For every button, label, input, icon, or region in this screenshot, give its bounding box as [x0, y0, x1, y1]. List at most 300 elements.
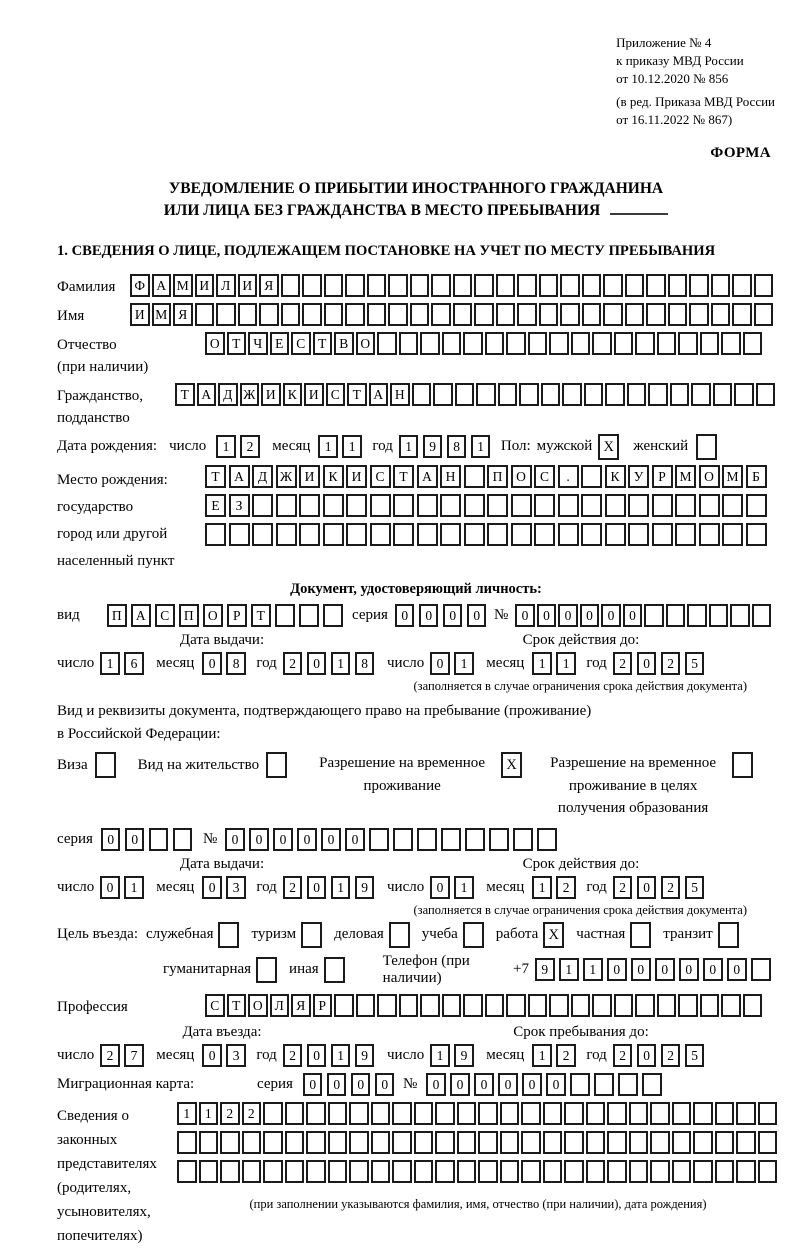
- char-box[interactable]: [652, 523, 673, 546]
- char-box[interactable]: 0: [426, 1073, 446, 1096]
- char-box[interactable]: 1: [342, 435, 362, 458]
- char-box[interactable]: [263, 1160, 283, 1183]
- char-box[interactable]: А: [369, 383, 389, 406]
- char-box[interactable]: 8: [355, 652, 375, 675]
- char-box[interactable]: 3: [226, 1044, 246, 1067]
- char-box[interactable]: [417, 828, 437, 851]
- purpose-item-private[interactable]: [576, 922, 651, 948]
- char-box[interactable]: 0: [655, 958, 675, 981]
- char-box[interactable]: [263, 1131, 283, 1154]
- char-box[interactable]: Т: [251, 604, 271, 627]
- char-box[interactable]: [199, 1160, 219, 1183]
- char-box[interactable]: 1: [430, 1044, 450, 1067]
- char-box[interactable]: [346, 494, 367, 517]
- char-box[interactable]: А: [152, 274, 172, 297]
- char-box[interactable]: [711, 274, 731, 297]
- char-box[interactable]: [417, 523, 438, 546]
- char-box[interactable]: [558, 523, 579, 546]
- char-box[interactable]: [220, 1160, 240, 1183]
- char-box[interactable]: [281, 274, 301, 297]
- char-box[interactable]: [263, 1102, 283, 1125]
- char-box[interactable]: 0: [430, 652, 450, 675]
- char-box[interactable]: [345, 274, 365, 297]
- char-box[interactable]: 0: [443, 604, 463, 627]
- residence-permit-checkbox[interactable]: [266, 752, 287, 778]
- char-box[interactable]: 0: [202, 876, 222, 899]
- char-box[interactable]: [435, 1131, 455, 1154]
- char-box[interactable]: 2: [283, 1044, 303, 1067]
- char-box[interactable]: [628, 523, 649, 546]
- char-box[interactable]: [605, 494, 626, 517]
- char-box[interactable]: [478, 1102, 498, 1125]
- char-box[interactable]: [625, 274, 645, 297]
- char-box[interactable]: [463, 332, 483, 355]
- char-box[interactable]: [603, 303, 623, 326]
- char-box[interactable]: [657, 994, 677, 1017]
- char-box[interactable]: Т: [347, 383, 367, 406]
- char-box[interactable]: [478, 1160, 498, 1183]
- char-box[interactable]: [457, 1102, 477, 1125]
- char-box[interactable]: [417, 494, 438, 517]
- char-box[interactable]: [521, 1160, 541, 1183]
- char-box[interactable]: [627, 383, 647, 406]
- char-box[interactable]: [648, 383, 668, 406]
- char-box[interactable]: 1: [532, 652, 552, 675]
- char-box[interactable]: [349, 1102, 369, 1125]
- char-box[interactable]: 1: [399, 435, 419, 458]
- char-box[interactable]: [564, 1131, 584, 1154]
- char-box[interactable]: [302, 303, 322, 326]
- char-box[interactable]: 0: [351, 1073, 371, 1096]
- char-box[interactable]: [453, 303, 473, 326]
- char-box[interactable]: 0: [727, 958, 747, 981]
- char-box[interactable]: [259, 303, 279, 326]
- char-box[interactable]: О: [511, 465, 532, 488]
- char-box[interactable]: Р: [313, 994, 333, 1017]
- char-box[interactable]: 2: [661, 652, 681, 675]
- char-box[interactable]: [498, 383, 518, 406]
- char-box[interactable]: 3: [226, 876, 246, 899]
- char-box[interactable]: [687, 604, 707, 627]
- char-box[interactable]: [435, 1160, 455, 1183]
- char-box[interactable]: [281, 303, 301, 326]
- char-box[interactable]: [564, 1160, 584, 1183]
- char-box[interactable]: [506, 994, 526, 1017]
- char-box[interactable]: [571, 332, 591, 355]
- char-box[interactable]: 2: [661, 876, 681, 899]
- char-box[interactable]: [500, 1131, 520, 1154]
- char-box[interactable]: [746, 523, 767, 546]
- char-box[interactable]: [285, 1160, 305, 1183]
- char-box[interactable]: [356, 994, 376, 1017]
- char-box[interactable]: [440, 494, 461, 517]
- sex-male-checkbox[interactable]: X: [598, 434, 619, 460]
- char-box[interactable]: [586, 1131, 606, 1154]
- char-box[interactable]: 0: [537, 604, 557, 627]
- char-box[interactable]: [581, 523, 602, 546]
- purpose-item-transit[interactable]: [663, 922, 738, 948]
- char-box[interactable]: [562, 383, 582, 406]
- char-box[interactable]: 0: [375, 1073, 395, 1096]
- purpose-private-checkbox[interactable]: [630, 922, 651, 948]
- char-box[interactable]: [715, 1131, 735, 1154]
- char-box[interactable]: [607, 1160, 627, 1183]
- char-box[interactable]: [519, 383, 539, 406]
- char-box[interactable]: [743, 994, 763, 1017]
- char-box[interactable]: [666, 604, 686, 627]
- char-box[interactable]: [177, 1131, 197, 1154]
- char-box[interactable]: [276, 523, 297, 546]
- char-box[interactable]: [465, 828, 485, 851]
- char-box[interactable]: [711, 303, 731, 326]
- char-box[interactable]: [715, 1160, 735, 1183]
- char-box[interactable]: [668, 303, 688, 326]
- purpose-other-checkbox[interactable]: [324, 957, 345, 983]
- char-box[interactable]: 1: [559, 958, 579, 981]
- char-box[interactable]: [393, 523, 414, 546]
- char-box[interactable]: [592, 332, 612, 355]
- char-box[interactable]: [442, 994, 462, 1017]
- char-box[interactable]: [614, 994, 634, 1017]
- char-box[interactable]: М: [722, 465, 743, 488]
- char-box[interactable]: 1: [216, 435, 236, 458]
- char-box[interactable]: [650, 1160, 670, 1183]
- char-box[interactable]: [306, 1102, 326, 1125]
- char-box[interactable]: [476, 383, 496, 406]
- char-box[interactable]: [586, 1102, 606, 1125]
- char-box[interactable]: 5: [685, 876, 705, 899]
- residence-permit-option[interactable]: [138, 752, 287, 778]
- char-box[interactable]: [534, 523, 555, 546]
- char-box[interactable]: [635, 994, 655, 1017]
- char-box[interactable]: [285, 1131, 305, 1154]
- char-box[interactable]: [513, 828, 533, 851]
- visa-option[interactable]: [57, 752, 116, 778]
- char-box[interactable]: [678, 332, 698, 355]
- char-box[interactable]: С: [326, 383, 346, 406]
- temp-residence-checkbox[interactable]: X: [501, 752, 522, 778]
- char-box[interactable]: [560, 274, 580, 297]
- char-box[interactable]: [345, 303, 365, 326]
- char-box[interactable]: [349, 1160, 369, 1183]
- char-box[interactable]: [324, 274, 344, 297]
- char-box[interactable]: [618, 1073, 638, 1096]
- char-box[interactable]: 0: [327, 1073, 347, 1096]
- char-box[interactable]: .: [558, 465, 579, 488]
- char-box[interactable]: 2: [661, 1044, 681, 1067]
- char-box[interactable]: 0: [307, 652, 327, 675]
- char-box[interactable]: К: [605, 465, 626, 488]
- char-box[interactable]: [670, 383, 690, 406]
- char-box[interactable]: 0: [395, 604, 415, 627]
- char-box[interactable]: [457, 1131, 477, 1154]
- char-box[interactable]: [629, 1131, 649, 1154]
- char-box[interactable]: [635, 332, 655, 355]
- char-box[interactable]: 1: [318, 435, 338, 458]
- char-box[interactable]: 0: [273, 828, 293, 851]
- char-box[interactable]: [722, 523, 743, 546]
- char-box[interactable]: 0: [202, 652, 222, 675]
- char-box[interactable]: [642, 1073, 662, 1096]
- char-box[interactable]: [489, 828, 509, 851]
- char-box[interactable]: Т: [227, 332, 247, 355]
- char-box[interactable]: [457, 1160, 477, 1183]
- char-box[interactable]: [306, 1131, 326, 1154]
- purpose-humanitarian-checkbox[interactable]: [256, 957, 277, 983]
- char-box[interactable]: [603, 274, 623, 297]
- char-box[interactable]: 0: [637, 876, 657, 899]
- char-box[interactable]: [369, 828, 389, 851]
- char-box[interactable]: [652, 494, 673, 517]
- char-box[interactable]: [399, 994, 419, 1017]
- char-box[interactable]: [440, 523, 461, 546]
- char-box[interactable]: [377, 994, 397, 1017]
- char-box[interactable]: И: [261, 383, 281, 406]
- char-box[interactable]: 0: [607, 958, 627, 981]
- char-box[interactable]: [693, 1131, 713, 1154]
- char-box[interactable]: С: [205, 994, 225, 1017]
- char-box[interactable]: [689, 274, 709, 297]
- char-box[interactable]: Т: [205, 465, 226, 488]
- char-box[interactable]: [528, 332, 548, 355]
- char-box[interactable]: С: [291, 332, 311, 355]
- char-box[interactable]: [736, 1160, 756, 1183]
- purpose-official-checkbox[interactable]: [218, 922, 239, 948]
- char-box[interactable]: О: [203, 604, 223, 627]
- char-box[interactable]: [420, 332, 440, 355]
- char-box[interactable]: И: [130, 303, 150, 326]
- char-box[interactable]: О: [248, 994, 268, 1017]
- char-box[interactable]: 1: [124, 876, 144, 899]
- char-box[interactable]: 2: [100, 1044, 120, 1067]
- char-box[interactable]: [242, 1160, 262, 1183]
- char-box[interactable]: [299, 494, 320, 517]
- sex-female-checkbox[interactable]: [696, 434, 717, 460]
- char-box[interactable]: 0: [419, 604, 439, 627]
- char-box[interactable]: 1: [583, 958, 603, 981]
- char-box[interactable]: М: [675, 465, 696, 488]
- char-box[interactable]: 8: [447, 435, 467, 458]
- char-box[interactable]: [517, 303, 537, 326]
- char-box[interactable]: Ж: [240, 383, 260, 406]
- char-box[interactable]: [537, 828, 557, 851]
- char-box[interactable]: [393, 828, 413, 851]
- char-box[interactable]: [229, 523, 250, 546]
- char-box[interactable]: 0: [522, 1073, 542, 1096]
- char-box[interactable]: [414, 1102, 434, 1125]
- char-box[interactable]: 1: [331, 876, 351, 899]
- char-box[interactable]: [549, 332, 569, 355]
- char-box[interactable]: 0: [303, 1073, 323, 1096]
- char-box[interactable]: 2: [220, 1102, 240, 1125]
- char-box[interactable]: 7: [124, 1044, 144, 1067]
- char-box[interactable]: [420, 994, 440, 1017]
- char-box[interactable]: [474, 303, 494, 326]
- char-box[interactable]: [693, 1102, 713, 1125]
- char-box[interactable]: 0: [474, 1073, 494, 1096]
- char-box[interactable]: [584, 383, 604, 406]
- char-box[interactable]: [521, 1131, 541, 1154]
- char-box[interactable]: [517, 274, 537, 297]
- purpose-item-business[interactable]: [334, 922, 410, 948]
- char-box[interactable]: [629, 1160, 649, 1183]
- char-box[interactable]: 2: [242, 1102, 262, 1125]
- char-box[interactable]: Ф: [130, 274, 150, 297]
- char-box[interactable]: [328, 1160, 348, 1183]
- char-box[interactable]: [672, 1102, 692, 1125]
- char-box[interactable]: З: [229, 494, 250, 517]
- char-box[interactable]: [675, 523, 696, 546]
- char-box[interactable]: [371, 1160, 391, 1183]
- char-box[interactable]: [487, 523, 508, 546]
- char-box[interactable]: [463, 994, 483, 1017]
- char-box[interactable]: [539, 274, 559, 297]
- char-box[interactable]: [614, 332, 634, 355]
- char-box[interactable]: Р: [227, 604, 247, 627]
- char-box[interactable]: [410, 274, 430, 297]
- char-box[interactable]: [732, 274, 752, 297]
- char-box[interactable]: [605, 523, 626, 546]
- char-box[interactable]: 0: [430, 876, 450, 899]
- purpose-item-official[interactable]: [146, 922, 240, 948]
- char-box[interactable]: 0: [558, 604, 578, 627]
- char-box[interactable]: 9: [423, 435, 443, 458]
- char-box[interactable]: [691, 383, 711, 406]
- char-box[interactable]: [496, 274, 516, 297]
- char-box[interactable]: [299, 523, 320, 546]
- char-box[interactable]: Р: [652, 465, 673, 488]
- char-box[interactable]: [334, 994, 354, 1017]
- char-box[interactable]: [323, 494, 344, 517]
- char-box[interactable]: И: [195, 274, 215, 297]
- char-box[interactable]: П: [179, 604, 199, 627]
- char-box[interactable]: [399, 332, 419, 355]
- char-box[interactable]: [528, 994, 548, 1017]
- char-box[interactable]: [511, 523, 532, 546]
- char-box[interactable]: Е: [270, 332, 290, 355]
- char-box[interactable]: И: [304, 383, 324, 406]
- purpose-business-checkbox[interactable]: [389, 922, 410, 948]
- char-box[interactable]: [216, 303, 236, 326]
- char-box[interactable]: [275, 604, 295, 627]
- char-box[interactable]: [521, 1102, 541, 1125]
- char-box[interactable]: [392, 1131, 412, 1154]
- purpose-item-study[interactable]: [422, 922, 484, 948]
- char-box[interactable]: [541, 383, 561, 406]
- char-box[interactable]: [629, 1102, 649, 1125]
- char-box[interactable]: [607, 1131, 627, 1154]
- char-box[interactable]: [252, 523, 273, 546]
- char-box[interactable]: В: [334, 332, 354, 355]
- char-box[interactable]: [511, 494, 532, 517]
- char-box[interactable]: [324, 303, 344, 326]
- char-box[interactable]: [474, 274, 494, 297]
- char-box[interactable]: [346, 523, 367, 546]
- purpose-tourism-checkbox[interactable]: [301, 922, 322, 948]
- char-box[interactable]: [464, 465, 485, 488]
- char-box[interactable]: [412, 383, 432, 406]
- char-box[interactable]: М: [152, 303, 172, 326]
- char-box[interactable]: 6: [124, 652, 144, 675]
- purpose-study-checkbox[interactable]: [463, 922, 484, 948]
- purpose-item-work[interactable]: [496, 922, 565, 948]
- char-box[interactable]: [736, 1102, 756, 1125]
- char-box[interactable]: П: [487, 465, 508, 488]
- char-box[interactable]: [564, 1102, 584, 1125]
- char-box[interactable]: 0: [703, 958, 723, 981]
- char-box[interactable]: [699, 494, 720, 517]
- char-box[interactable]: 0: [321, 828, 341, 851]
- char-box[interactable]: [678, 994, 698, 1017]
- char-box[interactable]: [752, 604, 772, 627]
- char-box[interactable]: 2: [556, 1044, 576, 1067]
- char-box[interactable]: 9: [535, 958, 555, 981]
- char-box[interactable]: [571, 994, 591, 1017]
- char-box[interactable]: [388, 274, 408, 297]
- char-box[interactable]: [433, 383, 453, 406]
- char-box[interactable]: Д: [218, 383, 238, 406]
- char-box[interactable]: К: [323, 465, 344, 488]
- char-box[interactable]: [506, 332, 526, 355]
- char-box[interactable]: 1: [532, 876, 552, 899]
- char-box[interactable]: [410, 303, 430, 326]
- char-box[interactable]: [177, 1160, 197, 1183]
- char-box[interactable]: О: [356, 332, 376, 355]
- char-box[interactable]: 0: [125, 828, 145, 851]
- char-box[interactable]: [453, 274, 473, 297]
- purpose-item-tourism[interactable]: [251, 922, 322, 948]
- char-box[interactable]: [736, 1131, 756, 1154]
- char-box[interactable]: 2: [283, 876, 303, 899]
- char-box[interactable]: Н: [440, 465, 461, 488]
- char-box[interactable]: [478, 1131, 498, 1154]
- char-box[interactable]: [539, 303, 559, 326]
- char-box[interactable]: Б: [746, 465, 767, 488]
- char-box[interactable]: [754, 274, 774, 297]
- char-box[interactable]: А: [197, 383, 217, 406]
- char-box[interactable]: [306, 1160, 326, 1183]
- char-box[interactable]: [715, 1102, 735, 1125]
- char-box[interactable]: 2: [613, 1044, 633, 1067]
- char-box[interactable]: 2: [283, 652, 303, 675]
- char-box[interactable]: Я: [291, 994, 311, 1017]
- char-box[interactable]: [558, 494, 579, 517]
- char-box[interactable]: [205, 523, 226, 546]
- char-box[interactable]: [625, 303, 645, 326]
- char-box[interactable]: 2: [240, 435, 260, 458]
- purpose-work-checkbox[interactable]: X: [543, 922, 564, 948]
- char-box[interactable]: У: [628, 465, 649, 488]
- char-box[interactable]: [371, 1102, 391, 1125]
- char-box[interactable]: [646, 274, 666, 297]
- char-box[interactable]: 0: [225, 828, 245, 851]
- char-box[interactable]: [252, 494, 273, 517]
- char-box[interactable]: 0: [345, 828, 365, 851]
- char-box[interactable]: [496, 303, 516, 326]
- char-box[interactable]: [732, 303, 752, 326]
- char-box[interactable]: [302, 274, 322, 297]
- char-box[interactable]: Л: [216, 274, 236, 297]
- char-box[interactable]: [605, 383, 625, 406]
- char-box[interactable]: М: [173, 274, 193, 297]
- char-box[interactable]: [195, 303, 215, 326]
- char-box[interactable]: [464, 494, 485, 517]
- char-box[interactable]: [650, 1102, 670, 1125]
- char-box[interactable]: [534, 494, 555, 517]
- char-box[interactable]: 5: [685, 1044, 705, 1067]
- char-box[interactable]: А: [417, 465, 438, 488]
- char-box[interactable]: Ж: [276, 465, 297, 488]
